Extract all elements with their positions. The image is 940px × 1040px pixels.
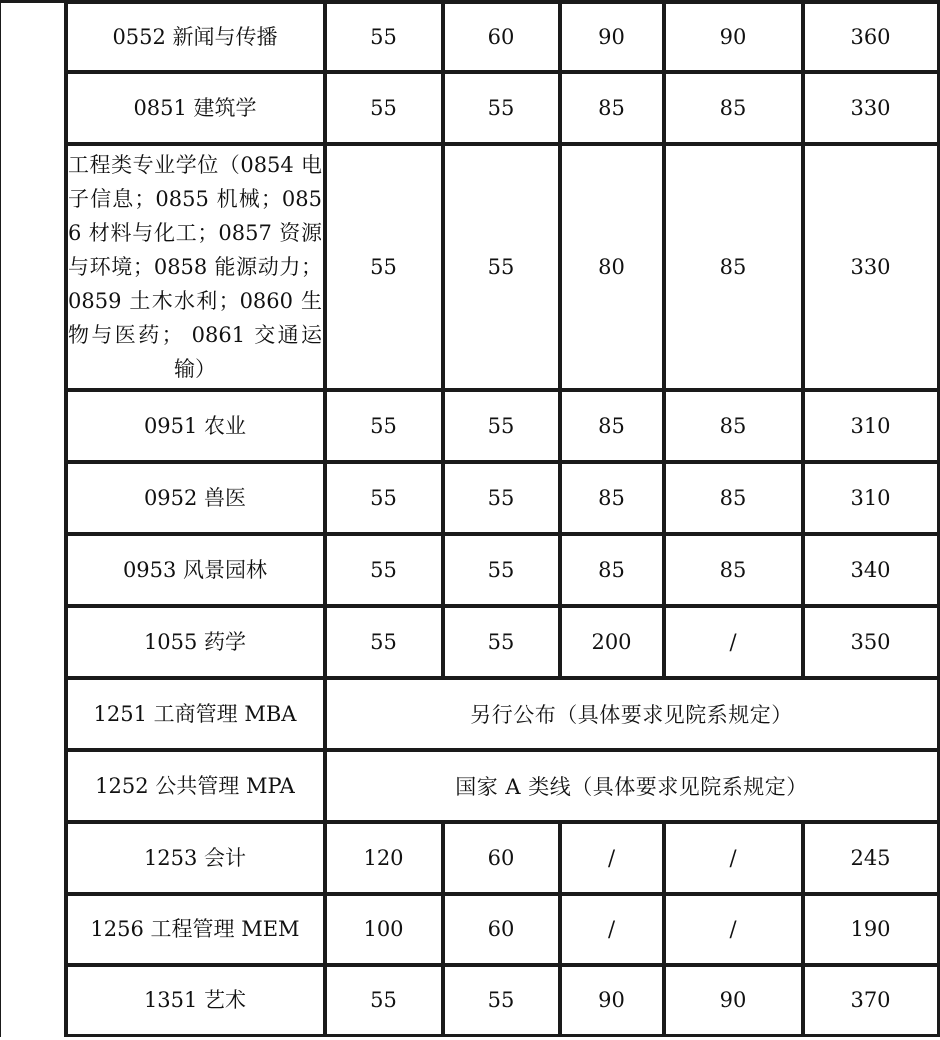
table-row [0,391,940,463]
program-name: 0953 风景园林 [67,535,326,607]
score-cell: 55 [326,463,444,535]
table-row [0,751,940,823]
score-cell: 200 [561,607,665,679]
total-score-cell: 330 [804,145,940,391]
score-cell: 55 [444,607,561,679]
score-cell: 55 [326,73,444,145]
total-score-cell: 370 [804,966,940,1037]
program-name: 1256 工程管理 MEM [67,895,326,966]
program-name: 0951 农业 [67,391,326,463]
total-score-cell: 245 [804,823,940,895]
score-cell: 55 [326,0,444,73]
table-row [0,966,940,1037]
total-score-cell: 350 [804,607,940,679]
score-cell: 55 [326,966,444,1037]
table-row [0,0,940,73]
score-cell: / [561,823,665,895]
score-cell: 55 [326,607,444,679]
score-cell: 85 [665,535,804,607]
score-cell: 90 [561,966,665,1037]
total-score-cell: 310 [804,391,940,463]
total-score-cell: 360 [804,0,940,73]
score-cell: 85 [665,463,804,535]
table-row [0,463,940,535]
program-name: 1351 艺术 [67,966,326,1037]
score-cell: 90 [561,0,665,73]
table-row [0,145,940,391]
score-cell: 85 [665,145,804,391]
score-cell: 90 [665,0,804,73]
program-name: 工程类专业学位（0854 电子信息；0855 机械；0856 材料与化工；0857 资源与环境；0858 能源动力；0859 土木水利；0860 生物与医药； 0861 交通运输） [67,145,326,391]
program-name: 1251 工商管理 MBA [67,679,326,751]
score-cell: 85 [561,391,665,463]
score-cell: 85 [665,73,804,145]
score-cell: 60 [444,823,561,895]
table-row [0,895,940,966]
score-cell: 85 [561,73,665,145]
score-cell: / [665,895,804,966]
score-cell: 55 [444,73,561,145]
table-row [0,823,940,895]
program-name: 1055 药学 [67,607,326,679]
program-name: 1253 会计 [67,823,326,895]
score-cell: 80 [561,145,665,391]
score-cell: 55 [444,463,561,535]
merged-note-cell: 另行公布（具体要求见院系规定） [326,679,940,751]
total-score-cell: 310 [804,463,940,535]
table-row [0,679,940,751]
score-cell: 60 [444,0,561,73]
program-name: 0952 兽医 [67,463,326,535]
score-cell: 85 [561,463,665,535]
total-score-cell: 330 [804,73,940,145]
score-cell: 55 [326,145,444,391]
score-cell: 55 [326,391,444,463]
score-cell: 55 [444,966,561,1037]
score-cell: 55 [444,535,561,607]
score-cell: 120 [326,823,444,895]
total-score-cell: 340 [804,535,940,607]
score-cell: / [665,823,804,895]
score-cell: / [561,895,665,966]
program-name: 1252 公共管理 MPA [67,751,326,823]
program-name: 0552 新闻与传播 [67,0,326,73]
score-cell: 90 [665,966,804,1037]
category-cell [0,0,67,1037]
score-cell: 100 [326,895,444,966]
merged-note-cell: 国家 A 类线（具体要求见院系规定） [326,751,940,823]
score-cell: 55 [444,145,561,391]
score-cell: 55 [444,391,561,463]
score-cell: / [665,607,804,679]
table-row [0,73,940,145]
program-name: 0851 建筑学 [67,73,326,145]
score-cell: 55 [326,535,444,607]
total-score-cell: 190 [804,895,940,966]
score-cell: 85 [665,391,804,463]
score-cell: 85 [561,535,665,607]
table-row [0,535,940,607]
table-row [0,607,940,679]
score-cell: 60 [444,895,561,966]
